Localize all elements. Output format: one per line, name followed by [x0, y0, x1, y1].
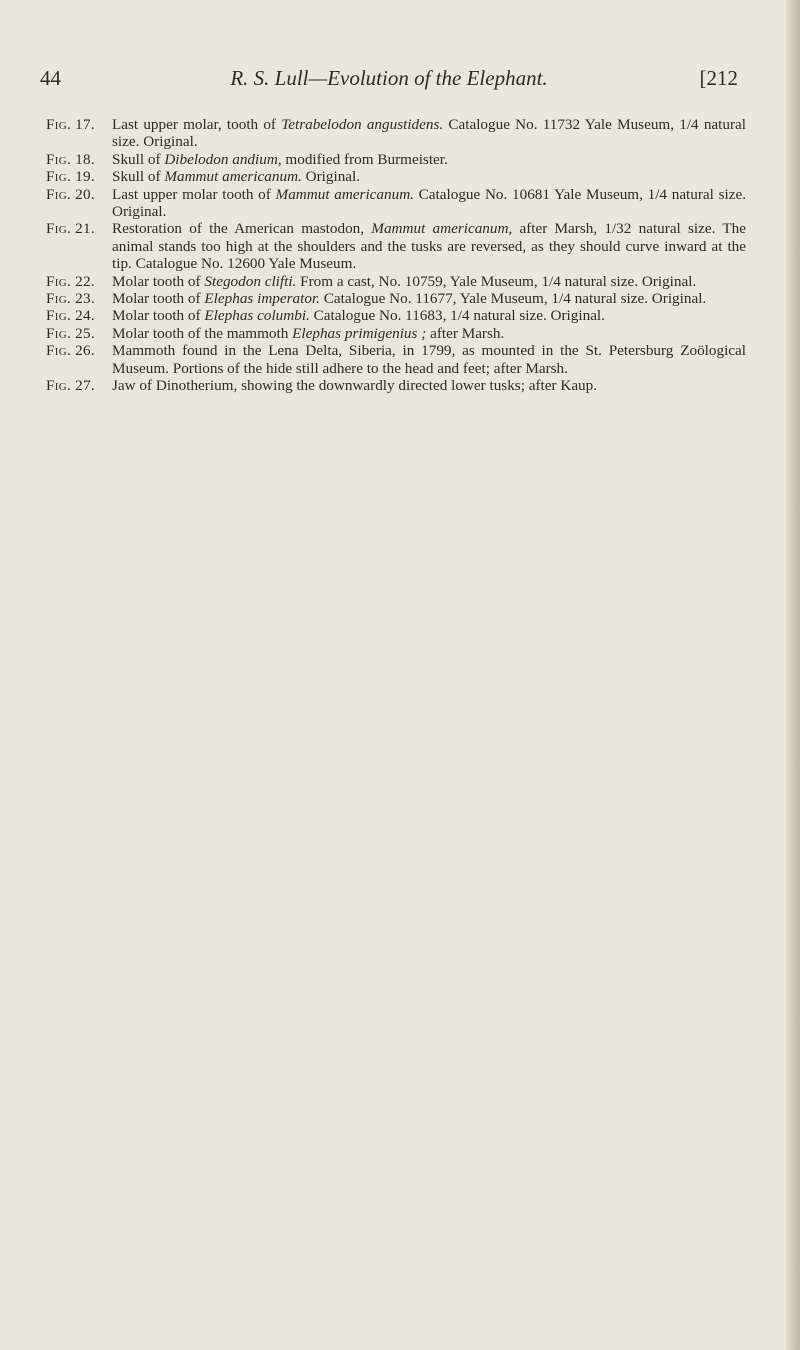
desc-text: Catalogue No. 11683, 1/4 natural size. Original. [309, 307, 605, 325]
desc-text: Last upper molar tooth of [112, 185, 276, 203]
species-name: Mammut americanum. [164, 168, 302, 186]
figure-description [112, 307, 746, 324]
figure-caption [46, 220, 746, 272]
figure-caption [46, 186, 746, 221]
desc-text: Mammoth found in the Lena Delta, Siberia, in 1799, as mounted in the St. Petersburg Zoölogical Museum. Portions of the hide still adhere to the head and feet; after Marsh. [112, 342, 746, 377]
species-name: Elephas imperator. [204, 290, 320, 308]
figure-caption [46, 377, 746, 394]
figure-number: Fig. 27. [46, 377, 96, 395]
figure-description [112, 377, 746, 394]
figure-number: Fig. 26. [46, 342, 96, 360]
desc-text: Jaw of Dinotherium, showing the downwardly directed lower tusks; after Kaup. [112, 377, 598, 395]
figure-description [112, 186, 746, 221]
figure-description [112, 151, 746, 168]
desc-text: Molar tooth of [112, 307, 205, 325]
figure-caption [46, 307, 746, 324]
figure-description [112, 168, 746, 185]
figure-number: Fig. 19. [46, 168, 96, 186]
figure-number: Fig. 24. [46, 307, 96, 325]
figure-caption [46, 342, 746, 377]
original-page-reference: [212 [699, 66, 738, 90]
species-name: Elephas columbi. [204, 307, 310, 325]
figure-description [112, 220, 746, 272]
figure-description [112, 290, 746, 307]
species-name: Tetrabelodon angustidens. [281, 116, 444, 133]
figure-number: Fig. 23. [46, 290, 96, 308]
running-title: R. S. Lull—Evolution of the Elephant. [230, 66, 548, 90]
desc-text: Restoration of the American mastodon, [112, 220, 372, 238]
desc-text: after Marsh. [426, 324, 505, 342]
figure-caption [46, 168, 746, 185]
figure-description [112, 273, 746, 290]
running-header [40, 66, 738, 96]
figure-number: Fig. 25. [46, 324, 96, 342]
figure-caption-list [46, 116, 746, 395]
desc-text: Catalogue No. 11677, Yale Museum, 1/4 natural size. Original. [319, 290, 707, 308]
figure-caption [46, 325, 746, 342]
species-name: Mammut americanum, [371, 220, 513, 238]
desc-text: Molar tooth of [112, 290, 205, 308]
desc-text: From a cast, No. 10759, Yale Museum, 1/4 natural size. Original. [296, 272, 697, 290]
desc-text: Catalogue No. 11732 Yale Museum, 1/4 natural size. Original. [112, 116, 746, 151]
desc-text: Original. [301, 168, 361, 186]
page-number: 44 [40, 66, 61, 90]
figure-caption [46, 116, 746, 151]
figure-number: Fig. 20. [46, 185, 96, 203]
desc-text: Catalogue No. 10681 Yale Museum, 1/4 natural size. Original. [112, 185, 747, 221]
figure-description [112, 325, 746, 342]
desc-text: Skull of [112, 168, 165, 186]
page-edge-shadow [786, 0, 800, 1350]
figure-description [112, 342, 746, 377]
desc-text: Molar tooth of [112, 272, 205, 290]
desc-text: Last upper molar, tooth of [112, 116, 282, 133]
species-name: Mammut americanum. [275, 185, 414, 203]
figure-number: Fig. 21. [46, 220, 96, 238]
desc-text: Molar tooth of the mammoth [112, 324, 293, 342]
species-name: Stegodon clifti. [204, 272, 297, 290]
figure-number: Fig. 18. [46, 150, 96, 168]
figure-number: Fig. 22. [46, 272, 96, 290]
species-name: Dibelodon andium [164, 150, 278, 168]
figure-caption [46, 151, 746, 168]
desc-text: after Marsh, 1/32 natural size. The animal stands too high at the shoulders and the tusks are reversed, as they should curve inward at the tip. Catalogue No. 12600 Yale Museum. [112, 220, 746, 273]
species-name: Elephas primigenius ; [292, 324, 427, 342]
figure-caption [46, 273, 746, 290]
figure-description [112, 116, 746, 151]
figure-number: Fig. 17. [46, 116, 96, 133]
desc-text: Skull of [112, 150, 165, 168]
desc-text: , modified from Burmeister. [277, 150, 448, 168]
figure-caption [46, 290, 746, 307]
